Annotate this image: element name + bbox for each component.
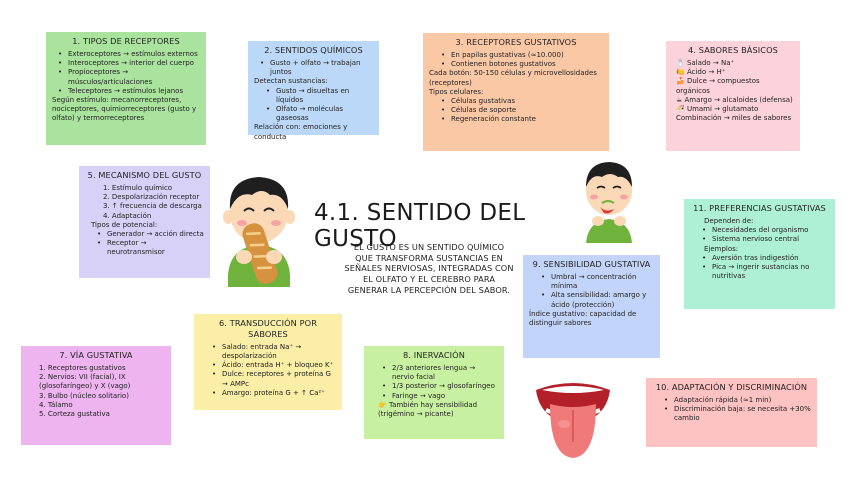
list-item: • En papilas gustativas (≈10.000) — [429, 51, 603, 60]
card-heading: 3. RECEPTORES GUSTATIVOS — [455, 37, 577, 47]
list-item: • Propioceptores → músculos/articulaciones — [52, 68, 200, 86]
ejemplos-label: Ejemplos: — [704, 244, 739, 253]
tipos-label: Tipos de potencial: — [91, 220, 158, 229]
card-receptores-gustativos — [423, 33, 609, 151]
boy-eating-bread-illustration — [218, 165, 300, 287]
card-heading: 7. VÍA GUSTATIVA — [59, 350, 133, 360]
list-item: • Gusto → disueltas en líquidos — [254, 87, 373, 105]
card-heading: 8. INERVACIÓN — [403, 350, 465, 360]
combinacion-text: Combinación → miles de sabores — [676, 114, 792, 123]
list-item: • Pica → ingerir sustancias no nutritivas — [690, 263, 829, 281]
card-adaptacion — [646, 378, 817, 447]
card-preferencias — [684, 199, 835, 309]
list-item: • Amargo: proteína G + ↑ Ca²⁺ — [200, 389, 336, 398]
coffee-icon: ☕ — [676, 95, 683, 104]
list-item: 🧂 Salado → Na⁺ — [676, 58, 735, 67]
card-sensibilidad — [523, 255, 660, 358]
list-item: 🍜 Umami → glutamato — [676, 105, 759, 113]
list-item: 4. Tálamo — [39, 400, 73, 409]
depende-label: Dependen de: — [704, 216, 754, 225]
list-item: • Interoceptores → interior del cuerpo — [52, 59, 200, 68]
card-heading: 5. MECANISMO DEL GUSTO — [87, 170, 202, 180]
list-item: • 1/3 posterior → glosofaríngeo — [370, 382, 498, 391]
card-sabores-basicos — [666, 41, 800, 151]
list-item: 4. Adaptación — [103, 211, 152, 220]
list-item: • Necesidades del organismo — [690, 226, 829, 235]
tipos-label: Tipos celulares: — [429, 87, 484, 96]
tongue-mouth-illustration — [532, 380, 614, 462]
card-via-gustativa — [21, 346, 171, 445]
list-item: • Sistema nervioso central — [690, 235, 829, 244]
card-heading: 2. SENTIDOS QUÍMICOS — [264, 45, 363, 55]
list-item: 1. Estímulo químico — [103, 183, 173, 192]
page-subtitle: EL GUSTO ES UN SENTIDO QUÍMICO QUE TRANSFORMA SUSTANCIAS EN SEÑALES NERVIOSAS, INTEGRADAS CON EL OLFATO Y EL CEREBRO PARA GENERAR LA PERCEPCIÓN DEL SABOR. — [344, 242, 514, 295]
salt-icon: 🧂 — [676, 58, 685, 67]
lemon-icon: 🍋 — [676, 68, 685, 77]
pointing-hand-icon: 👉 — [378, 400, 387, 409]
card-inervacion — [364, 346, 504, 439]
list-item: ☕ Amargo → alcaloides (defensa) — [676, 95, 793, 104]
list-item: 3. ↑ frecuencia de descarga — [103, 202, 202, 211]
list-item: • Umbral → concentración mínima — [529, 273, 654, 291]
list-item: • Faringe → vago — [370, 392, 498, 401]
list-item: • Alta sensibilidad: amargo y ácido (protección) — [529, 291, 654, 309]
tambien-text: 👉 También hay sensibilidad (trigémino → picante) — [378, 400, 478, 418]
list-item: • Adaptación rápida (≈1 min) — [652, 396, 811, 405]
detect-label: Detectan sustancias: — [254, 77, 328, 86]
receptores-list — [52, 50, 200, 96]
list-item: 2. Despolarización receptor — [103, 193, 200, 202]
list-item: • Células de soporte — [429, 106, 603, 115]
card-heading: 1. TIPOS DE RECEPTORES — [72, 36, 180, 46]
list-item: 🍰 Dulce → compuestos orgánicos — [676, 77, 760, 95]
list-item: • Contienen botones gustativos — [429, 60, 603, 69]
boton-text: Cada botón: 50-150 células y microvellosidades (receptores) — [429, 69, 597, 87]
list-item: • Salado: entrada Na⁺ → despolarización — [200, 343, 336, 361]
card-heading: 10. ADAPTACIÓN Y DISCRIMINACIÓN — [655, 382, 808, 392]
list-item: • Gusto + olfato → trabajan juntos — [254, 59, 373, 77]
list-item: • Olfato → moléculas gaseosas — [254, 105, 373, 123]
list-item: • Ácido: entrada H⁺ + bloqueo K⁺ — [200, 361, 336, 370]
list-item: • Células gustativas — [429, 97, 603, 106]
card-heading: 11. PREFERENCIAS GUSTATIVAS — [693, 203, 826, 213]
list-item: 3. Bulbo (núcleo solitario) — [39, 391, 129, 400]
list-item: 1. Receptores gustativos — [39, 363, 126, 372]
card-heading: 4. SABORES BÁSICOS — [688, 45, 778, 55]
list-item: • Dulce: receptores + proteína G → AMPc — [200, 370, 336, 388]
card-sentidos-quimicos — [248, 41, 379, 141]
relacion-text: Relación con: emociones y conducta — [254, 123, 348, 141]
card-heading: 9. SENSIBILIDAD GUSTATIVA — [532, 259, 651, 269]
card-tipos-receptores — [46, 32, 206, 145]
list-item: • Discriminación baja: se necesita +30% cambio — [652, 405, 811, 423]
page-title: 4.1. SENTIDO DEL GUSTO — [314, 200, 526, 252]
list-item: • 2/3 anteriores lengua → nervio facial — [370, 364, 498, 382]
list-item: • Aversión tras indigestión — [690, 254, 829, 263]
card-transduccion — [194, 314, 342, 410]
card-mecanismo-gusto — [79, 166, 210, 278]
list-item: • Teleceptores → estímulos lejanos — [52, 87, 200, 96]
list-item: • Exteroceptores → estímulos externos — [52, 50, 200, 59]
cake-icon: 🍰 — [676, 77, 685, 86]
list-item: • Receptor → neurotransmisor — [85, 239, 204, 257]
soup-icon: 🍜 — [676, 105, 685, 113]
list-item: 5. Corteza gustativa — [39, 410, 110, 418]
list-item: 2. Nervios: VII (facial), IX (glosofaríngeo) y X (vago) — [39, 373, 131, 391]
list-item: • Generador → acción directa — [85, 230, 204, 239]
receptores-note: Según estímulo: mecanorreceptores, nociceptores, quimiorreceptores (gusto y olfato) y termorreceptores — [52, 96, 197, 123]
boy-eating-strawberry-illustration — [580, 155, 638, 243]
list-item: • Regeneración constante — [429, 115, 603, 124]
card-heading: 6. TRANSDUCCIÓN POR SABORES — [219, 318, 317, 339]
list-item: 🍋 Ácido → H⁺ — [676, 68, 726, 77]
indice-text: Índice gustativo: capacidad de distinguir sabores — [529, 309, 637, 327]
